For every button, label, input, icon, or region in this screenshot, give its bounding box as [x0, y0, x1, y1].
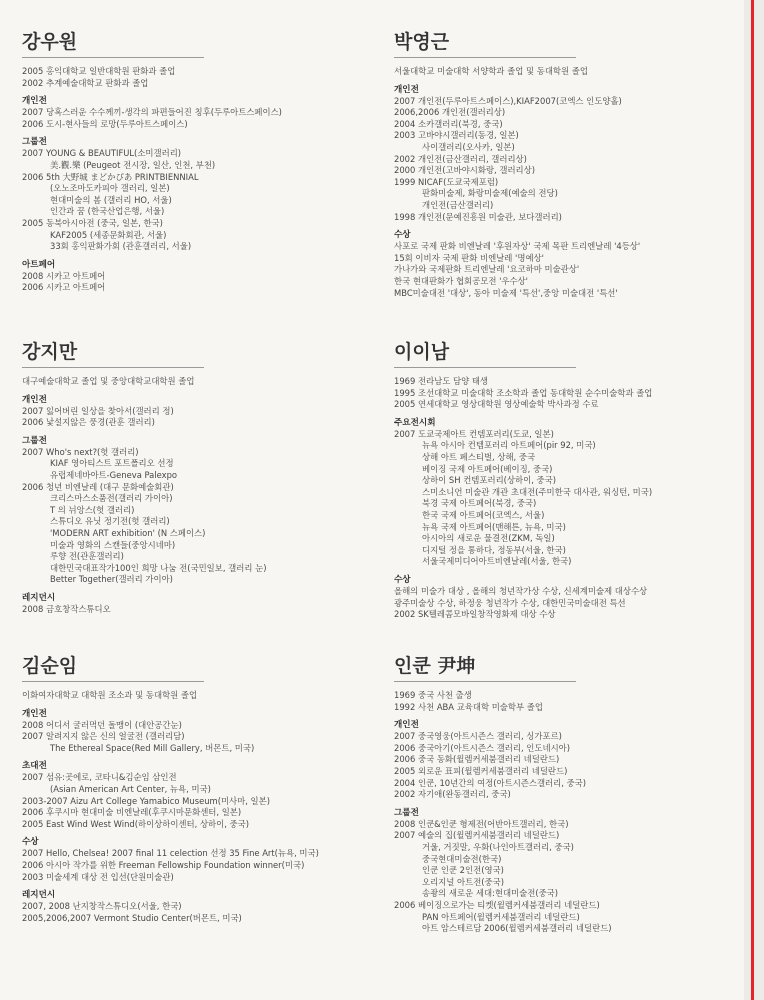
- artist-block: [394, 30, 734, 299]
- section-title: 주요전시회: [394, 417, 436, 428]
- entry-line: 한국 현대판화가 협회공모전 '우수상': [394, 275, 528, 286]
- artist-name: 김순임: [22, 654, 204, 682]
- entry-line: 2007 섬유:곳에로, 코타니&김순임 삼인전: [22, 772, 177, 783]
- entry-line: T 의 뉘앙스(헛 갤러리): [50, 504, 135, 515]
- entry-line: 거울, 거짓말, 우화(나인아트갤러리, 중국): [422, 841, 574, 852]
- artist-name: 박영근: [394, 30, 576, 58]
- artist-block: [394, 340, 734, 621]
- section-title: 그룹전: [394, 807, 419, 818]
- entry-line: 2008 어디서 굴러먹던 돌맹이 (대안공간눈): [22, 719, 182, 730]
- section-title: 초대전: [22, 761, 47, 772]
- artist-block: [22, 340, 362, 616]
- entry-line: 올해의 미술가 대상 , 올해의 청년작가상 수상, 신세계미술제 대상수상: [394, 585, 648, 596]
- section-title: 그룹전: [22, 435, 47, 446]
- entry-line: 2007 당혹스러운 수수께끼-생각의 파편들어진 칭후(두루아트스페이스): [22, 107, 282, 118]
- entry-line: (오노조마도카피아 갤러리, 일본): [50, 183, 170, 194]
- entry-line: 2006 도시-현사들의 로망(두루아트스페이스): [22, 118, 188, 129]
- entry-line: 개인전(금산갤러리): [422, 199, 494, 210]
- entry-line: 2005,2006,2007 Vermont Studio Center(버몬트, 미국): [22, 912, 242, 923]
- section-title: 레지던시: [22, 592, 56, 603]
- section-title: 개인전: [22, 708, 47, 719]
- artist-block: [22, 654, 362, 924]
- entry-line: 베이징 국제 아트페어(베이징, 중국): [422, 463, 553, 474]
- entry-line: MBC미술대전 '대상', 동아 미술제 '특선',중앙 미술대전 '특선': [394, 287, 618, 298]
- red-margin-line: [751, 0, 754, 1000]
- section-title: 수상: [394, 230, 411, 241]
- intro-line: 1992 사천 ABA 교육대학 미술학부 졸업: [394, 701, 543, 712]
- entry-line: 광주미술상 수상, 하정웅 청년작가 수상, 대한민국미술대전 특선: [394, 597, 626, 608]
- entry-line: 33회 홍익판화가회 (관훈갤러리, 서울): [50, 241, 192, 252]
- entry-line: 2006 베이징으로가는 티켓(윌렘커세붐갤러리 네덜란드): [394, 899, 600, 910]
- entry-line: 2006 시카고 아트페어: [22, 282, 106, 293]
- section-title: 레지던시: [22, 890, 56, 901]
- artist-name: 인쿤 尹坤: [394, 654, 576, 682]
- entry-line: 상하이 SH 컨템포러리(상하이, 중국): [422, 475, 556, 486]
- entry-line: 사포로 국제 판화 비엔날레 '후원자상' 국제 목판 트리엔날레 '4등상': [394, 241, 641, 252]
- entry-line: 유럽제네바아트-Geneva Palexpo: [50, 469, 178, 480]
- entry-line: Better Together(갤러리 가이아): [50, 574, 173, 585]
- entry-line: 서울국제미디어아트비엔날레(서울, 한국): [422, 556, 572, 567]
- entry-line: 2007 Who's next?(헛 갤러리): [22, 446, 139, 457]
- entry-line: 오리지널 아트전(중국): [422, 876, 505, 887]
- entry-line: 상해 아트 페스티벌, 상해, 중국: [422, 451, 536, 462]
- entry-line: 2008 금호창작스튜디오: [22, 603, 111, 614]
- entry-line: 美.觀.樂 (Peugeot 전시장, 일산, 인천, 부천): [50, 159, 216, 170]
- entry-line: 뉴욕 아시아 컨템포러리 아트페어(pir 92, 미국): [422, 440, 596, 451]
- entry-line: 2003 고바야시갤러리(동경, 일본): [394, 130, 519, 141]
- entry-line: 루향 전(관훈갤러리): [50, 551, 124, 562]
- entry-line: 아시아의 새로운 물결전(ZKM, 독일): [422, 533, 555, 544]
- intro-line: 서울대학교 미술대학 서양학과 졸업 및 동대학원 졸업: [394, 66, 588, 76]
- entry-line: 2005 East Wind West Wind(하이상하이센터, 상하이, 중국): [22, 818, 249, 829]
- entry-line: 2007 알려지지 않은 신의 얼굴전 (갤러리담): [22, 731, 185, 742]
- entry-line: 아트 암스테르담 2006(윌렘커세붐갤러리 네덜란드): [422, 923, 612, 934]
- entry-line: 2007, 2008 난지창작스튜디오(서울, 한국): [22, 901, 182, 912]
- entry-line: 2002 SK텔레콤모바일창작영화제 대상 수상: [394, 609, 556, 620]
- entry-line: 2006 청년 비엔날레 (대구 문화예술회관): [22, 481, 174, 492]
- entry-line: 2007 예술의 집(윌렘커세붐갤러리 네덜란드): [394, 830, 560, 841]
- section-title: 그룹전: [22, 137, 47, 148]
- entry-line: 뉴욕 국제 아트페어(맨해튼, 뉴욕, 미국): [422, 521, 566, 532]
- entry-line: 2005 동북아시아전 (중국, 일본, 한국): [22, 217, 163, 228]
- entry-line: 현대미술의 봄 (갤러리 HO, 서울): [50, 194, 172, 205]
- entry-line: 2005 외로운 표피(윌렘커세붐갤러리 네덜란드): [394, 765, 568, 776]
- entry-line: 가나가와 국제판화 트리엔날레 '요코하마 미술관상': [394, 264, 580, 275]
- entry-line: 디지털 정을 통하다, 정동부(서울, 한국): [422, 544, 566, 555]
- artist-name: 강우원: [22, 30, 204, 58]
- entry-line: 'MODERN ART exhibition' (N 스페이스): [50, 527, 206, 538]
- entry-line: 2006 중국아기(아트시즌스 갤러리, 인도네시아): [394, 742, 571, 753]
- entry-line: 스튜디오 유닛 정기전(헛 갤러리): [50, 516, 170, 527]
- entry-line: 2002 자기애(완동갤러리, 중국): [394, 789, 511, 800]
- entry-line: 송좡의 새로운 세대:현대미술전(중국): [422, 888, 559, 899]
- intro-line: 대구예술대학교 졸업 및 중앙대학교대학원 졸업: [22, 376, 195, 386]
- section-title: 개인전: [22, 96, 47, 107]
- intro-line: 1995 조선대학교 미술대학 조소학과 졸업 동대학원 순수미술학과 졸업: [394, 387, 653, 398]
- entry-line: KIAF 영아티스트 포트폴리오 선정: [50, 458, 174, 469]
- entry-line: 2008 인쿤&인쿤 형제전(어반아트갤러리, 한국): [394, 818, 569, 829]
- entry-line: 인간과 꿈 (한국산업은행, 서울): [50, 206, 165, 217]
- entry-line: 2007 YOUNG & BEAUTIFUL(소미갤러리): [22, 148, 182, 159]
- entry-line: The Ethereal Space(Red Mill Gallery, 버몬트, 미국): [50, 742, 255, 753]
- section-title: 개인전: [22, 394, 47, 405]
- intro-line: 1969 중국 사천 출생: [394, 690, 472, 700]
- intro-line: 이화여자대학교 대학원 조소과 및 동대학원 졸업: [22, 690, 198, 700]
- entry-line: 2006 아시아 작가를 위한 Freeman Fellowship Foundation winner(미국): [22, 859, 305, 870]
- entry-line: 판화미술제, 화랑미술제(예술의 전당): [422, 188, 558, 199]
- entry-line: PAN 아트페어(윌렘커세붐갤러리 네덜란드): [422, 911, 580, 922]
- artist-name: 강지만: [22, 340, 204, 368]
- entry-line: KAF2005 (세종문화회관, 서울): [50, 229, 167, 240]
- artist-name: 이이남: [394, 340, 576, 368]
- section-title: 개인전: [394, 84, 419, 95]
- entry-line: 중국현대미술전(한국): [422, 853, 502, 864]
- entry-line: 2006 후쿠시마 현대미술 비엔날레(후쿠시마문화센터, 일본): [22, 807, 242, 818]
- entry-line: 2006 5th 大野城 まどかぴあ PRINTBIENNIAL: [22, 171, 199, 182]
- entry-line: 2000 개인전(고바야시화랑, 갤러리상): [394, 165, 536, 176]
- entry-line: 한국 국제 아트페어(코엑스, 서울): [422, 509, 545, 520]
- intro-line: 2002 추계예술대학교 판화과 졸업: [22, 77, 149, 88]
- entry-line: 미술과 영화의 스캔들(중앙시네마): [50, 539, 176, 550]
- page-edge: [744, 0, 764, 1000]
- artist-block: [22, 30, 362, 294]
- entry-line: 1998 개인전(문예진흥원 미술관, 보다갤러리): [394, 211, 562, 222]
- entry-line: 2006 낯설지않은 풍경(관훈 갤러리): [22, 417, 155, 428]
- section-title: 수상: [22, 837, 39, 848]
- entry-line: 2006 중국 동화(윌렘커세붐갤러리 네덜란드): [394, 754, 560, 765]
- intro-line: 1969 전라남도 담양 태생: [394, 376, 489, 386]
- entry-line: 2007 Hello, Chelsea! 2007 final 11 celection 선정 35 Fine Art(뉴욕, 미국): [22, 848, 319, 859]
- entry-line: 2007 개인전(두루아트스페이스),KIAF2007(코엑스 인도양홀): [394, 95, 622, 106]
- entry-line: 2003-2007 Aizu Art College Yamabico Museum(미사마, 일본): [22, 795, 271, 806]
- section-title: 개인전: [394, 720, 419, 731]
- entry-line: 크리스마스소품전(갤러리 가이아): [50, 493, 173, 504]
- entry-line: (Asian American Art Center, 뉴욕, 미국): [50, 783, 211, 794]
- entry-line: 북경 국제 아트페어(북경, 중국): [422, 498, 537, 509]
- intro-line: 2005 홍익대학교 일반대학원 판화과 졸업: [22, 66, 176, 76]
- entry-line: 2007 도쿄국제아트 컨템포러리(도쿄, 일본): [394, 428, 554, 439]
- intro-line: 2005 연세대학교 영상대학원 영상예술학 박사과정 수료: [394, 399, 599, 410]
- entry-line: 2007 잃어버린 일상을 찾아서(갤러리 정): [22, 405, 174, 416]
- entry-line: 2008 시카고 아트페어: [22, 270, 106, 281]
- entry-line: 2006,2006 개인전(갤러리상): [394, 107, 506, 118]
- section-title: 수상: [394, 574, 411, 585]
- entry-line: 2002 개인전(금산갤러리, 갤러리상): [394, 153, 527, 164]
- entry-line: 2003 미술세계 대상 전 입선(단원미술관): [22, 871, 174, 882]
- entry-line: 2007 중국영웅(아트시즌스 갤러리, 싱가포르): [394, 731, 562, 742]
- entry-line: 15회 이비자 국제 판화 비엔날레 '명예상': [394, 252, 544, 263]
- entry-line: 2004 인쿤, 10년간의 여정(아트시즌스갤러리, 중국): [394, 777, 587, 788]
- entry-line: 인쿤 인쿤 2인전(영국): [422, 865, 504, 876]
- entry-line: 사이갤러리(오사카, 일본): [422, 141, 515, 152]
- entry-line: 스미소니언 미술관 개관 초대전(주미한국 대사관, 워싱턴, 미국): [422, 486, 653, 497]
- entry-line: 대한민국대표작가100인 희망 나눔 전(국민일보, 갤러리 눈): [50, 562, 267, 573]
- entry-line: 1999 NICAF(도쿄국제포럼): [394, 176, 499, 187]
- artist-block: [394, 654, 734, 935]
- section-title: 아트페어: [22, 259, 56, 270]
- entry-line: 2004 소카갤러리(북경, 중국): [394, 118, 503, 129]
